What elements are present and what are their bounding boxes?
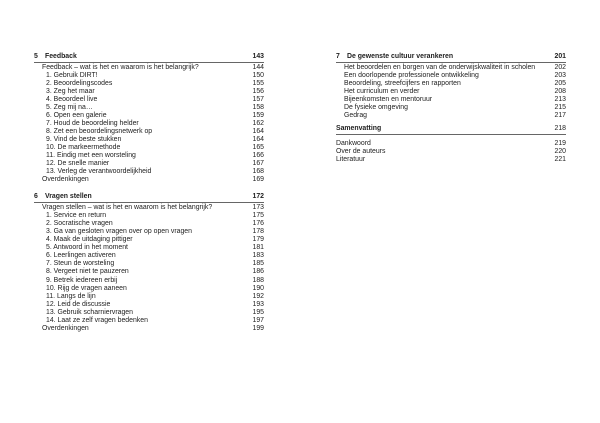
page-number: 195 [252,308,264,316]
page-number: 175 [252,212,264,220]
toc-entry-label: Het curriculum en verder [344,87,420,95]
page-number: 188 [252,276,264,284]
page-number: 193 [252,300,264,308]
page-number: 162 [252,120,264,128]
toc-entry[interactable] [34,268,264,276]
toc-entry[interactable] [34,176,264,184]
toc-entry-label: Overdenkingen [42,324,89,332]
back-matter-entry[interactable] [336,140,566,148]
page-number: 165 [252,144,264,152]
toc-entry[interactable] [34,301,264,309]
toc-entry[interactable] [34,104,264,112]
summary-heading [336,124,566,133]
page-number: 208 [554,87,566,95]
toc-entry[interactable] [34,160,264,168]
toc-entry[interactable] [34,244,264,252]
page-number: 205 [554,79,566,87]
page-number: 219 [554,139,566,147]
toc-entry-label: 7. Houd de beoordeling helder [46,120,139,128]
toc-entry-label: Gedrag [344,111,367,119]
toc-entry-label: 9. Vind de beste stukken [46,136,122,144]
page-number: 179 [252,236,264,244]
toc-entry-label: 11. Eindig met een worsteling [46,152,136,160]
chapter-rule [34,62,264,63]
page-number: 190 [252,284,264,292]
page-number: 217 [554,111,566,119]
page-number: 166 [252,152,264,160]
toc-entry[interactable] [34,220,264,228]
toc-entry-label: Bijeenkomsten en mentoruur [344,95,433,103]
chapter-heading [336,52,566,61]
toc-entry-label: 9. Betrek iedereen erbij [46,276,118,284]
toc-entry-label: 5. Antwoord in het moment [46,244,128,252]
toc-entry-label: 8. Vergeet niet te pauzeren [46,268,129,276]
summary-rule [336,134,566,135]
toc-entry[interactable] [34,309,264,317]
toc-entry-label: 2. Beoordelingscodes [46,79,113,87]
toc-entry[interactable] [34,152,264,160]
back-matter-entry[interactable] [336,148,566,156]
page-number: 183 [252,252,264,260]
page-number: 164 [252,136,264,144]
toc-entry-label: 10. Rijg de vragen aaneen [46,284,127,292]
page-number: 181 [252,244,264,252]
toc-column-left [34,52,264,333]
toc-entry[interactable] [34,72,264,80]
toc-entry-label: 3. Zeg het maar [46,87,95,95]
toc-entry-label: 10. De markeermethode [46,144,121,152]
toc-entry-label: 1. Gebruik DIRT! [46,71,98,79]
toc-entry[interactable] [34,168,264,176]
toc-entry-label: Vragen stellen – wat is het en waarom is het belangrijk? [42,204,213,212]
toc-entry[interactable] [34,96,264,104]
toc-entry[interactable] [336,104,566,112]
chapter-title: De gewenste cultuur verankeren [347,53,454,60]
toc-entry-label: 12. De snelle manier [46,160,110,168]
toc-entry[interactable] [34,293,264,301]
toc-entry-label: 6. Open een galerie [46,111,107,119]
page-number: 221 [554,155,566,163]
page-number: 169 [252,176,264,184]
page-number: 173 [252,204,264,212]
toc-entry[interactable] [336,112,566,120]
toc-column-right [336,52,566,164]
page-number: 143 [252,53,264,60]
toc-entry[interactable] [336,72,566,80]
toc-entry-label: 12. Leid de discussie [46,300,111,308]
chapter-title: Vragen stellen [45,193,92,201]
page-number: 192 [252,292,264,300]
page-number: 215 [554,103,566,111]
page-number: 201 [554,53,566,60]
page-number: 186 [252,268,264,276]
page-number: 156 [252,87,264,95]
toc-entry[interactable] [336,80,566,88]
toc-entry[interactable] [34,112,264,120]
page-number: 199 [252,324,264,332]
page-number: 168 [252,168,264,176]
chapter-number: 7 [336,53,340,60]
page-number: 176 [252,220,264,228]
toc-entry-label: 5. Zeg mij na… [46,103,93,111]
toc-entry-label: 11. Langs de lijn [46,292,96,300]
chapter-number: 6 [34,193,38,201]
toc-entry[interactable] [336,88,566,96]
toc-entry-label: 2. Socratische vragen [46,220,113,228]
toc-entry-label: De fysieke omgeving [344,103,408,111]
toc-entry[interactable] [34,285,264,293]
page-number: 213 [554,95,566,103]
page-number: 157 [252,95,264,103]
toc-entry-label: Literatuur [336,155,366,163]
page-number: 202 [554,63,566,71]
page-number: 220 [554,147,566,155]
toc-entry[interactable] [34,260,264,268]
toc-entry-label: 4. Beoordeel live [46,95,98,103]
toc-entry-label: 8. Zet een beoordelingsnetwerk op [46,128,153,136]
page-number: 164 [252,128,264,136]
chapter-rule [34,202,264,203]
toc-entry-label: Het beoordelen en borgen van de onderwijskwaliteit in scholen [344,63,536,71]
page-number: 159 [252,111,264,119]
page-number: 144 [252,63,264,71]
chapter-heading [34,52,264,61]
toc-entry[interactable] [34,88,264,96]
toc-entry[interactable] [34,204,264,212]
toc-entry-label: 13. Gebruik scharniervragen [46,308,133,316]
chapter-number: 5 [34,53,38,60]
toc-entry[interactable] [34,120,264,128]
page-number: 167 [252,160,264,168]
toc-entry[interactable] [34,64,264,72]
toc-entry[interactable] [34,144,264,152]
toc-entry-label: 14. Laat ze zelf vragen bedenken [46,316,148,324]
page-number: 172 [252,193,264,201]
page-number: 155 [252,79,264,87]
toc-entry-label: 6. Leerlingen activeren [46,252,116,260]
toc-entry-label: 13. Verleg de verantwoordelijkheid [46,168,152,176]
chapter-heading [34,192,264,201]
page-number: 203 [554,71,566,79]
toc-entry-label: Over de auteurs [336,147,386,155]
toc-entry[interactable] [34,228,264,236]
toc-entry-label: Dankwoord [336,139,371,147]
page-number: 185 [252,260,264,268]
toc-entry-label: 3. Ga van gesloten vragen over op open vragen [46,228,192,236]
toc-entry-label: Beoordeling, streefcijfers en rapporten [344,79,461,87]
toc-entry[interactable] [34,277,264,285]
toc-entry-label: Overdenkingen [42,176,89,184]
back-matter-entry[interactable] [336,156,566,164]
page-number: 197 [252,316,264,324]
toc-entry[interactable] [34,80,264,88]
page-number: 150 [252,71,264,79]
toc-entry[interactable] [34,212,264,220]
toc-entry[interactable] [336,64,566,72]
summary-title: Samenvatting [336,125,382,133]
toc-entry-label: 1. Service en return [46,212,107,220]
chapter-rule [336,62,566,63]
page-number: 178 [252,228,264,236]
toc-entry[interactable] [34,128,264,136]
toc-entry[interactable] [34,252,264,260]
toc-entry[interactable] [34,317,264,325]
toc-entry[interactable] [34,325,264,333]
toc-entry-label: 4. Maak de uitdaging pittiger [46,236,133,244]
page-number: 158 [252,103,264,111]
toc-entry-label: Feedback – wat is het en waarom is het belangrijk? [42,63,199,71]
toc-entry[interactable] [34,136,264,144]
toc-entry[interactable] [34,236,264,244]
toc-entry-label: 7. Steun de worsteling [46,260,115,268]
page-number: 218 [554,125,566,133]
chapter-title: Feedback [45,53,77,60]
toc-entry[interactable] [336,96,566,104]
toc-entry-label: Een doorlopende professionele ontwikkeling [344,71,479,79]
